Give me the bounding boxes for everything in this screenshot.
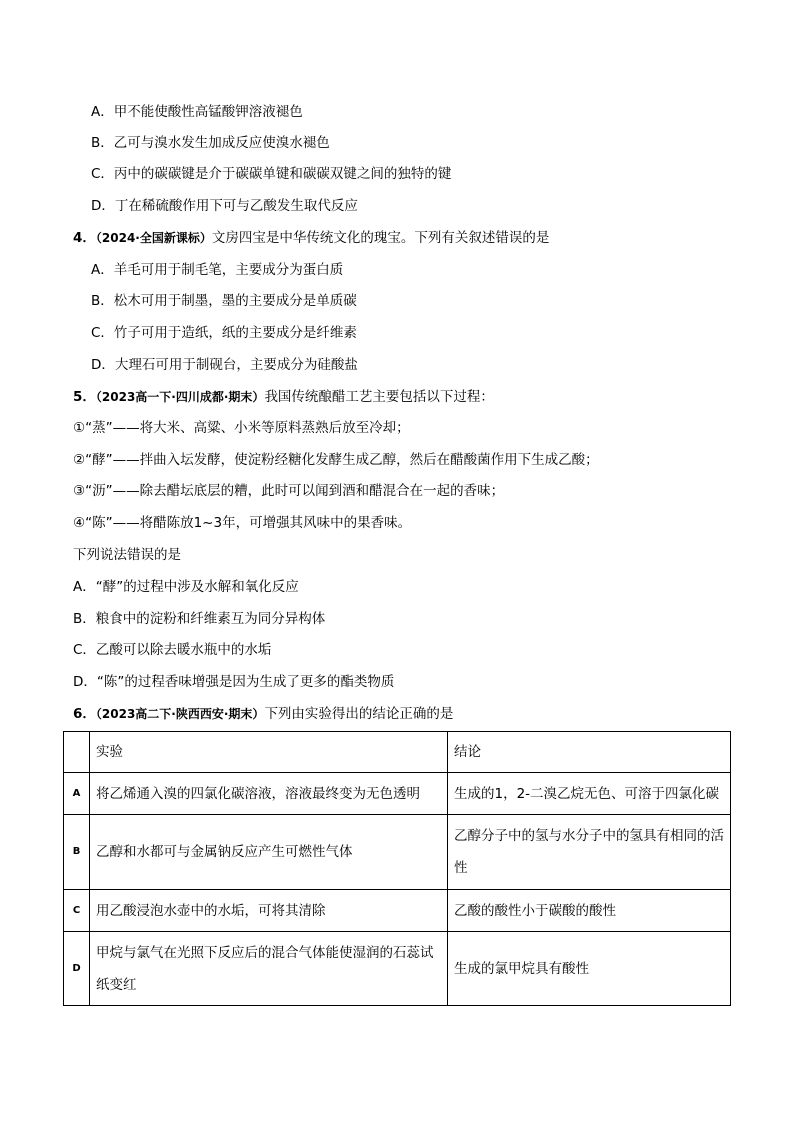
q4-option-c: C．竹子可用于造纸，纸的主要成分是纤维素 — [91, 325, 357, 341]
table-header-experiment: 实验 — [90, 732, 448, 773]
row-conclusion: 乙酸的酸性小于碳酸的酸性 — [448, 890, 731, 932]
q3-option-d: D．丁在稀硫酸作用下可与乙酸发生取代反应 — [91, 198, 358, 214]
row-label: D — [64, 932, 90, 1006]
q5-stem-line — [73, 388, 494, 406]
q4-number: 4． — [73, 230, 96, 246]
table-row — [64, 890, 731, 932]
q6-stem-line — [73, 705, 453, 723]
q5-source: （2023高一下·四川成都·期末） — [95, 390, 265, 404]
row-experiment: 甲烷与氯气在光照下反应后的混合气体能使湿润的石蕊试纸变红 — [90, 932, 448, 1006]
row-experiment: 将乙烯通入溴的四氯化碳溶液，溶液最终变为无色透明 — [90, 773, 448, 815]
row-label: A — [64, 773, 90, 815]
q6-stem: 下列由实验得出的结论正确的是 — [264, 706, 454, 722]
q5-stem: 我国传统酿醋工艺主要包括以下过程： — [264, 389, 494, 405]
q6-number: 6． — [73, 706, 96, 722]
q3-option-b: B．乙可与溴水发生加成反应使溴水褪色 — [91, 135, 330, 151]
table-header-conclusion: 结论 — [448, 732, 731, 773]
q5-step-1: ①“蒸”——将大米、高粱、小米等原料蒸熟后放至冷却； — [73, 420, 410, 436]
table-row — [64, 932, 731, 1006]
experiment-table — [63, 731, 731, 1006]
q5-step-2: ②“酵”——拌曲入坛发酵，使淀粉经糖化发酵生成乙醇，然后在醋酸菌作用下生成乙酸； — [73, 452, 599, 468]
q5-option-b: B．粮食中的淀粉和纤维素互为同分异构体 — [73, 611, 326, 627]
q5-option-a: A．“酵”的过程中涉及水解和氧化反应 — [73, 579, 299, 595]
row-conclusion: 乙醇分子中的氢与水分子中的氢具有相同的活性 — [448, 815, 731, 890]
q3-option-c: C．丙中的碳碳键是介于碳碳单键和碳碳双键之间的独特的键 — [91, 166, 452, 182]
q4-option-b: B．松木可用于制墨，墨的主要成分是单质碳 — [91, 293, 357, 309]
q4-stem: 文房四宝是中华传统文化的瑰宝。下列有关叙述错误的是 — [211, 230, 550, 246]
q4-source: （2024·全国新课标） — [95, 231, 212, 245]
row-label: C — [64, 890, 90, 932]
q6-source: （2023高二下·陕西西安·期末） — [95, 707, 265, 721]
table-row — [64, 773, 731, 815]
row-experiment: 乙醇和水都可与金属钠反应产生可燃性气体 — [90, 815, 448, 890]
q5-option-c: C．乙酸可以除去暖水瓶中的水垢 — [73, 642, 272, 658]
table-row — [64, 815, 731, 890]
q5-step-3: ③“沥”——除去醋坛底层的糟，此时可以闻到酒和醋混合在一起的香味； — [73, 483, 505, 499]
table-header-blank — [64, 732, 90, 773]
table-header-row — [64, 732, 731, 773]
q5-option-d: D．“陈”的过程香味增强是因为生成了更多的酯类物质 — [73, 674, 395, 690]
q4-option-d: D．大理石可用于制砚台，主要成分为硅酸盐 — [91, 357, 358, 373]
q5-step-4: ④“陈”——将醋陈放1~3年，可增强其风味中的果香味。 — [73, 515, 412, 531]
q4-option-a: A．羊毛可用于制毛笔，主要成分为蛋白质 — [91, 262, 344, 278]
row-experiment: 用乙酸浸泡水壶中的水垢，可将其清除 — [90, 890, 448, 932]
q4-stem-line — [73, 229, 549, 247]
row-label: B — [64, 815, 90, 890]
row-conclusion: 生成的氯甲烷具有酸性 — [448, 932, 731, 1006]
q3-option-a: A．甲不能使酸性高锰酸钾溶液褪色 — [91, 104, 303, 120]
q5-number: 5． — [73, 389, 96, 405]
q5-question: 下列说法错误的是 — [73, 547, 181, 563]
row-conclusion: 生成的1，2-二溴乙烷无色、可溶于四氯化碳 — [448, 773, 731, 815]
